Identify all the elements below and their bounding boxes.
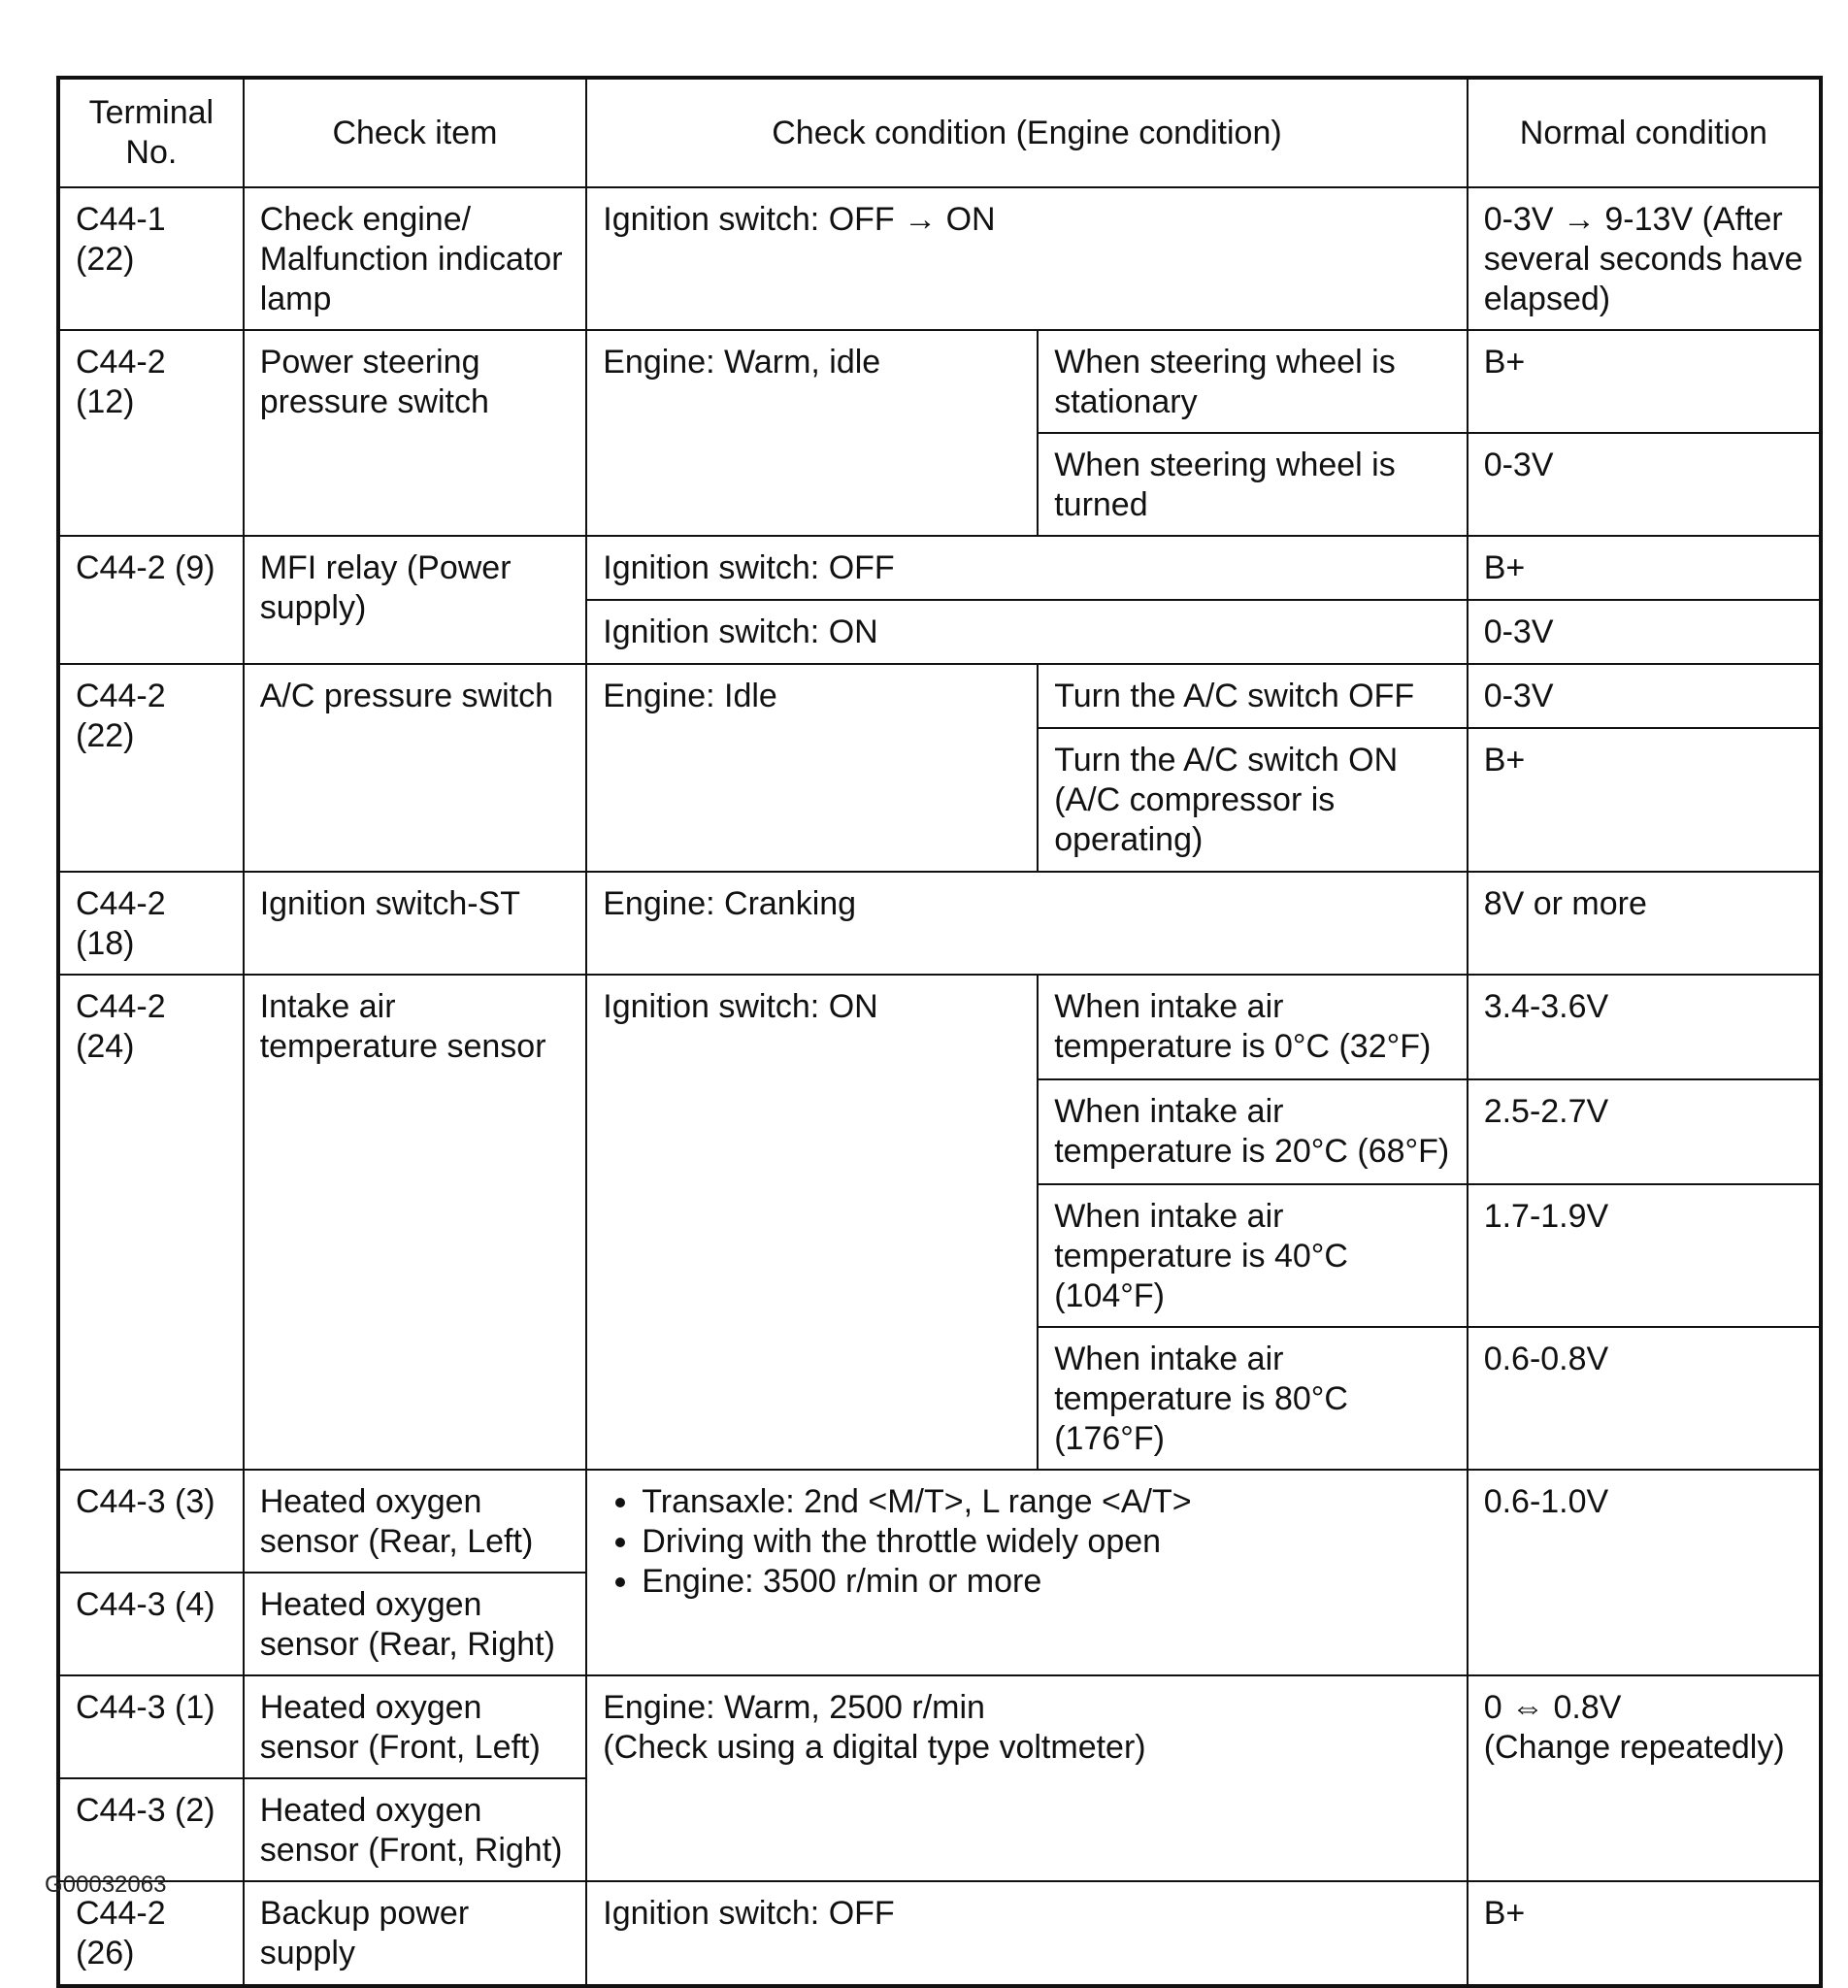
terminal-cell: C44-3 (2): [58, 1778, 244, 1881]
condition-cell: Engine: Warm, idle: [586, 330, 1038, 536]
terminal-cell: C44-2 (26): [58, 1881, 244, 1986]
table-row: [58, 975, 1821, 1079]
check-item-cell: Heated oxygen sensor (Front, Right): [244, 1778, 587, 1881]
terminal-cell: C44-2 (22): [58, 664, 244, 872]
check-item-cell: MFI relay (Power supply): [244, 536, 587, 664]
normal-cell: 0-3V → 9-13V (After several seconds have elapsed): [1468, 187, 1821, 330]
terminal-cell: C44-2 (9): [58, 536, 244, 664]
condition-cell: Ignition switch: ON: [586, 975, 1038, 1470]
terminal-cell: C44-3 (1): [58, 1675, 244, 1778]
normal-cell: B+: [1468, 1881, 1821, 1986]
header-row: [58, 78, 1821, 187]
terminal-cell: C44-2 (24): [58, 975, 244, 1470]
sub-condition-cell: When intake air temperature is 40°C (104°F): [1038, 1184, 1467, 1327]
normal-cell: 0-3V: [1468, 664, 1821, 728]
condition-cell: [586, 1470, 1467, 1675]
terminal-check-table: [56, 76, 1823, 1988]
condition-bullet-list: [603, 1482, 1450, 1602]
normal-cell: B+: [1468, 330, 1821, 433]
check-item-cell: A/C pressure switch: [244, 664, 587, 872]
check-item-cell: Check engine/ Malfunction indicator lamp: [244, 187, 587, 330]
table-row: [58, 872, 1821, 975]
list-item: • Engine: 3500 r/min or more: [642, 1562, 1450, 1602]
table-row: [58, 536, 1821, 600]
normal-cell: 2.5-2.7V: [1468, 1079, 1821, 1184]
condition-line: Engine: Warm, 2500 r/min: [603, 1689, 985, 1726]
table-row: [58, 187, 1821, 330]
normal-line: 0 ⇔ 0.8V: [1483, 1689, 1622, 1726]
table-row: [58, 664, 1821, 728]
table-row: [58, 330, 1821, 433]
header-normal-condition: Normal condition: [1468, 78, 1821, 187]
condition-cell: Ignition switch: OFF → ON: [586, 187, 1467, 330]
normal-line: (Change repeatedly): [1483, 1729, 1785, 1766]
normal-cell: B+: [1468, 728, 1821, 872]
terminal-cell: C44-1 (22): [58, 187, 244, 330]
check-item-cell: Heated oxygen sensor (Rear, Right): [244, 1573, 587, 1675]
check-item-cell: Backup power supply: [244, 1881, 587, 1986]
sub-condition-cell: When steering wheel is stationary: [1038, 330, 1467, 433]
sub-condition-cell: When intake air temperature is 20°C (68°F): [1038, 1079, 1467, 1184]
header-terminal: Terminal No.: [58, 78, 244, 187]
normal-cell: 0.6-1.0V: [1468, 1470, 1821, 1675]
condition-cell: Engine: Cranking: [586, 872, 1467, 975]
table-row: [58, 1675, 1821, 1778]
figure-code: G00032063: [45, 1872, 167, 1898]
header-check-condition: Check condition (Engine condition): [586, 78, 1467, 187]
sub-condition-cell: Turn the A/C switch OFF: [1038, 664, 1467, 728]
check-item-cell: Ignition switch-ST: [244, 872, 587, 975]
terminal-cell: C44-3 (4): [58, 1573, 244, 1675]
table-row: [58, 1881, 1821, 1986]
sub-condition-cell: When intake air temperature is 0°C (32°F): [1038, 975, 1467, 1079]
sub-condition-cell: When intake air temperature is 80°C (176°F): [1038, 1327, 1467, 1470]
condition-cell: Ignition switch: ON: [586, 600, 1467, 664]
list-item: • Driving with the throttle widely open: [642, 1522, 1450, 1562]
terminal-cell: C44-2 (18): [58, 872, 244, 975]
normal-cell: 8V or more: [1468, 872, 1821, 975]
check-item-cell: Intake air temperature sensor: [244, 975, 587, 1470]
check-item-cell: Heated oxygen sensor (Rear, Left): [244, 1470, 587, 1573]
normal-cell: 0-3V: [1468, 433, 1821, 536]
header-check-item: Check item: [244, 78, 587, 187]
normal-cell: 1.7-1.9V: [1468, 1184, 1821, 1327]
sub-condition-cell: Turn the A/C switch ON (A/C compressor is operating): [1038, 728, 1467, 872]
normal-cell: [1468, 1675, 1821, 1881]
condition-cell: Engine: Idle: [586, 664, 1038, 872]
check-item-cell: Power steering pressure switch: [244, 330, 587, 536]
terminal-cell: C44-3 (3): [58, 1470, 244, 1573]
list-item: • Transaxle: 2nd <M/T>, L range <A/T>: [642, 1482, 1450, 1522]
terminal-cell: C44-2 (12): [58, 330, 244, 536]
normal-cell: 0.6-0.8V: [1468, 1327, 1821, 1470]
check-table-container: [56, 76, 1823, 1988]
table-row: [58, 1470, 1821, 1573]
check-item-cell: Heated oxygen sensor (Front, Left): [244, 1675, 587, 1778]
normal-cell: 0-3V: [1468, 600, 1821, 664]
normal-cell: 3.4-3.6V: [1468, 975, 1821, 1079]
condition-cell: [586, 1675, 1467, 1881]
condition-line: (Check using a digital type voltmeter): [603, 1729, 1146, 1766]
normal-cell: B+: [1468, 536, 1821, 600]
condition-cell: Ignition switch: OFF: [586, 536, 1467, 600]
condition-cell: Ignition switch: OFF: [586, 1881, 1467, 1986]
sub-condition-cell: When steering wheel is turned: [1038, 433, 1467, 536]
